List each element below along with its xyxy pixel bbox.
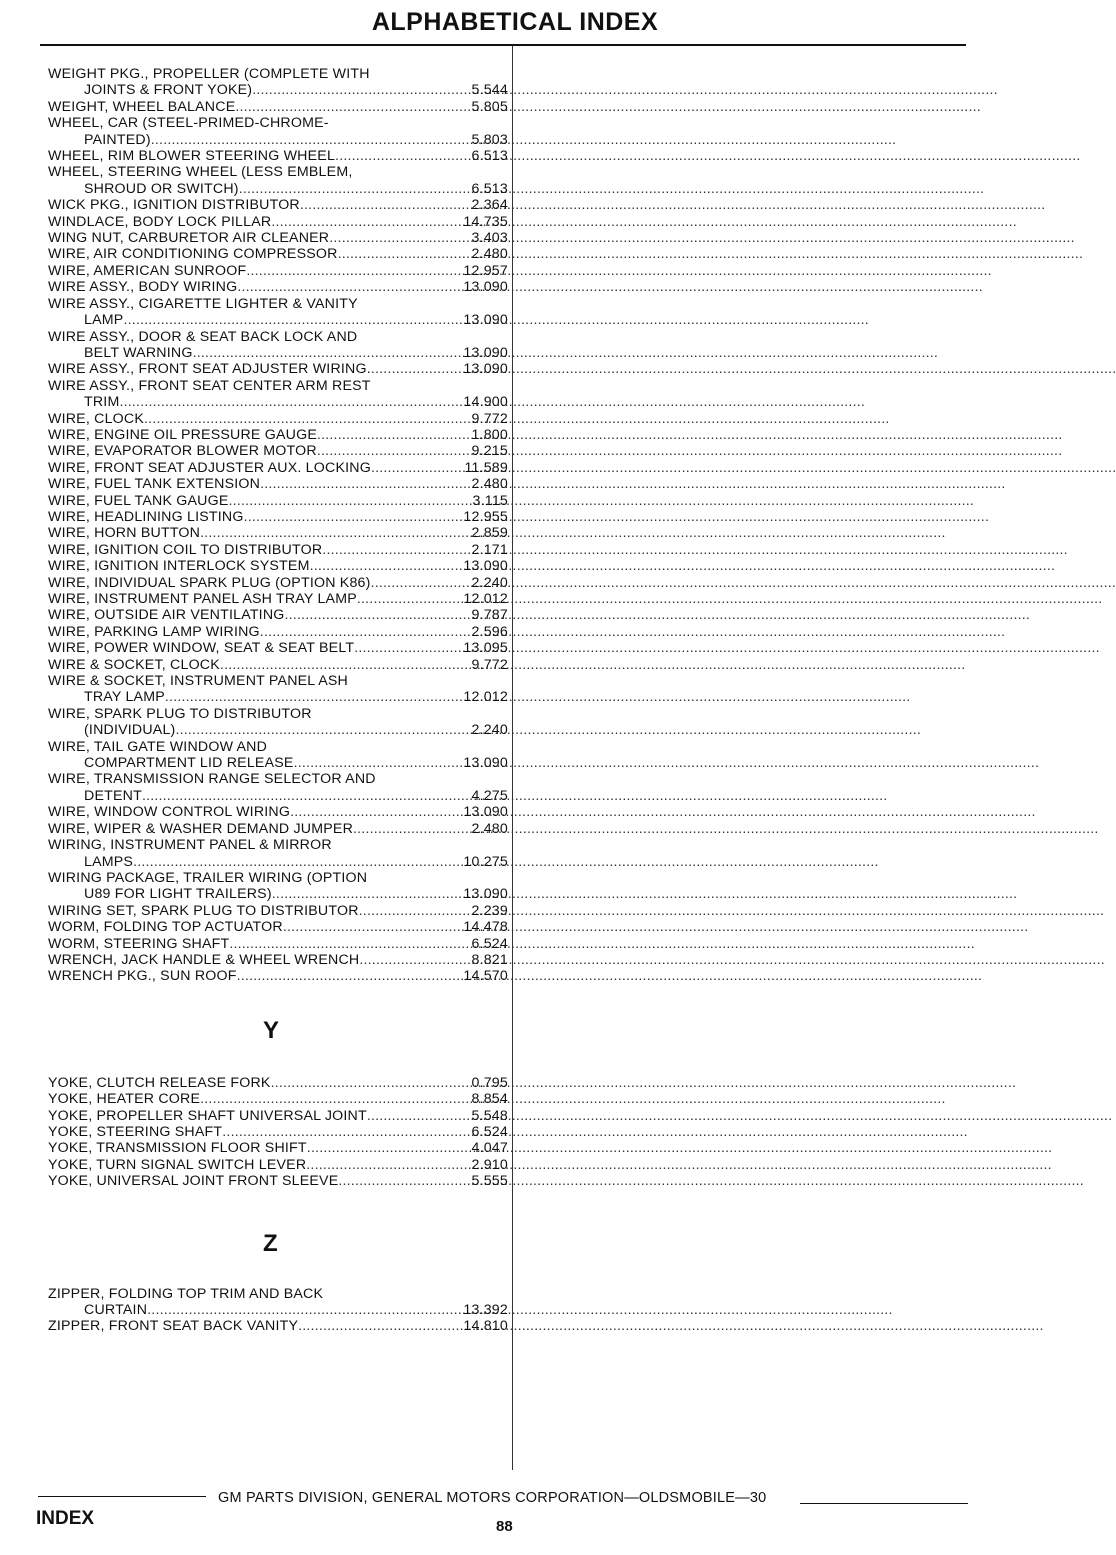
entry-description: TRIM bbox=[84, 394, 120, 411]
entry-description: WIRING PACKAGE, TRAILER WIRING (OPTION bbox=[48, 869, 368, 886]
dot-leader bbox=[220, 657, 966, 673]
dot-leader bbox=[237, 968, 983, 984]
entry-description: WIRE, INSTRUMENT PANEL ASH TRAY LAMP bbox=[48, 591, 357, 607]
entry-description: WHEEL, RIM BLOWER STEERING WHEEL bbox=[48, 148, 336, 165]
entry-reference: 13.090 bbox=[463, 886, 508, 903]
dot-leader bbox=[165, 689, 911, 705]
dot-leader bbox=[260, 624, 1006, 640]
index-entry bbox=[48, 279, 508, 295]
entry-description: LAMPS bbox=[84, 853, 134, 870]
entry-reference: 13.392 bbox=[463, 1302, 508, 1318]
entry-reference: 5.803 bbox=[471, 131, 508, 148]
entry-description: WIRE ASSY., CIGARETTE LIGHTER & VANITY bbox=[48, 295, 358, 312]
index-entry bbox=[48, 230, 508, 246]
entry-description: WIRE, FUEL TANK GAUGE bbox=[48, 492, 229, 509]
index-entry bbox=[48, 771, 508, 804]
page-number: 88 bbox=[496, 1518, 513, 1535]
index-entry bbox=[48, 1173, 508, 1189]
entry-reference: 13.090 bbox=[463, 804, 508, 821]
entry-reference: 2.910 bbox=[471, 1156, 508, 1173]
entry-description: (INDIVIDUAL) bbox=[84, 722, 176, 739]
footer-rule-right bbox=[800, 1503, 968, 1504]
dot-leader bbox=[239, 181, 985, 197]
index-entry bbox=[48, 1124, 508, 1140]
entry-reference: 13.090 bbox=[463, 344, 508, 361]
dot-leader bbox=[244, 509, 990, 525]
index-entry bbox=[48, 1286, 508, 1319]
entry-description: YOKE, TURN SIGNAL SWITCH LEVER bbox=[48, 1156, 307, 1173]
index-entry bbox=[48, 1157, 508, 1173]
entry-reference: 2.240 bbox=[471, 574, 508, 591]
dot-leader bbox=[246, 263, 992, 279]
entry-reference: 2.859 bbox=[471, 525, 508, 542]
entry-reference: 6.524 bbox=[471, 935, 508, 952]
entry-reference: 5.544 bbox=[471, 82, 508, 99]
dot-leader bbox=[193, 345, 939, 361]
dot-leader bbox=[271, 1075, 1017, 1091]
index-entry bbox=[48, 66, 508, 99]
index-entry bbox=[48, 804, 508, 820]
index-entry bbox=[48, 263, 508, 279]
index-entry bbox=[48, 657, 508, 673]
entry-reference: 9.772 bbox=[471, 410, 508, 427]
entry-reference: 2.240 bbox=[471, 722, 508, 739]
dot-leader bbox=[142, 788, 888, 804]
entry-description: JOINTS & FRONT YOKE) bbox=[84, 82, 253, 99]
entry-reference: 8.821 bbox=[471, 951, 508, 968]
entry-description: TRAY LAMP bbox=[84, 689, 165, 706]
index-entry bbox=[48, 673, 508, 706]
index-entry bbox=[48, 1091, 508, 1107]
entry-description: WIRE, PARKING LAMP WIRING bbox=[48, 623, 260, 640]
entry-description: WIRE, POWER WINDOW, SEAT & SEAT BELT bbox=[48, 640, 355, 657]
entry-reference: 13.090 bbox=[463, 312, 508, 329]
dot-leader bbox=[300, 197, 1046, 213]
entry-description: BELT WARNING bbox=[84, 344, 193, 361]
entry-description: COMPARTMENT LID RELEASE bbox=[84, 755, 294, 772]
index-entry bbox=[48, 443, 508, 459]
entry-description: WIRE, SPARK PLUG TO DISTRIBUTOR bbox=[48, 705, 312, 722]
entry-description: WIRE, AMERICAN SUNROOF bbox=[48, 262, 247, 279]
index-entry bbox=[48, 1140, 508, 1156]
entry-description: WEIGHT, WHEEL BALANCE bbox=[48, 98, 236, 115]
entry-description: WIRE, INDIVIDUAL SPARK PLUG (OPTION K86) bbox=[48, 574, 371, 591]
entry-reference: 3.115 bbox=[472, 492, 508, 509]
index-entry bbox=[48, 525, 508, 541]
entry-reference: 13.090 bbox=[463, 558, 508, 575]
entry-reference: 5.805 bbox=[471, 98, 508, 115]
entry-description: PAINTED) bbox=[84, 131, 151, 148]
entry-description: WING NUT, CARBURETOR AIR CLEANER bbox=[48, 230, 330, 247]
entry-description: YOKE, CLUTCH RELEASE FORK bbox=[48, 1074, 271, 1091]
entry-description: WIRE ASSY., BODY WIRING bbox=[48, 279, 238, 296]
dot-leader bbox=[306, 1157, 1052, 1173]
entry-description: WORM, STEERING SHAFT bbox=[48, 935, 230, 952]
entry-description: SHROUD OR SWITCH) bbox=[84, 180, 239, 197]
index-entry bbox=[48, 903, 508, 919]
page-title: ALPHABETICAL INDEX bbox=[371, 8, 659, 36]
entry-reference: 13.090 bbox=[463, 755, 508, 772]
entry-reference: 11.589 bbox=[464, 459, 508, 476]
index-entry bbox=[48, 952, 508, 968]
entry-description: DETENT bbox=[84, 787, 142, 804]
entry-reference: 14.478 bbox=[463, 919, 508, 936]
entry-description: WIRE ASSY., FRONT SEAT CENTER ARM REST bbox=[48, 377, 371, 394]
dot-leader bbox=[147, 1302, 893, 1318]
index-entry bbox=[48, 246, 508, 262]
entry-description: WIRE ASSY., FRONT SEAT ADJUSTER WIRING. bbox=[48, 361, 371, 378]
entry-description: ZIPPER, FOLDING TOP TRIM AND BACK bbox=[48, 1285, 324, 1302]
entry-description: WIRE, IGNITION INTERLOCK SYSTEM bbox=[48, 558, 310, 575]
entry-reference: 2.480 bbox=[471, 246, 508, 263]
entry-description: CURTAIN bbox=[84, 1302, 148, 1318]
entry-reference: 2.239 bbox=[471, 902, 508, 919]
dot-leader bbox=[260, 476, 1006, 492]
dot-leader bbox=[151, 132, 897, 148]
entry-description: WIRE & SOCKET, CLOCK bbox=[48, 656, 220, 673]
entry-description: WHEEL, STEERING WHEEL (LESS EMBLEM, bbox=[48, 164, 353, 181]
entry-description: WIRE, TAIL GATE WINDOW AND bbox=[48, 738, 268, 755]
entry-reference: 4.047 bbox=[471, 1140, 508, 1157]
section-letter-z: Z bbox=[263, 1229, 278, 1257]
entry-reference: 14.735 bbox=[463, 213, 508, 230]
entry-reference: 1.800 bbox=[471, 426, 508, 443]
index-entry bbox=[48, 1108, 508, 1124]
entry-reference: 5.555 bbox=[471, 1173, 508, 1190]
dot-leader bbox=[298, 1318, 1044, 1334]
index-entry bbox=[48, 591, 508, 607]
entry-description: WIRE & SOCKET, INSTRUMENT PANEL ASH bbox=[48, 673, 348, 690]
entry-reference: 14.810 bbox=[463, 1318, 508, 1335]
index-entry bbox=[48, 296, 508, 329]
dot-leader bbox=[294, 755, 1040, 771]
entry-reference: 12.012 bbox=[463, 591, 508, 607]
index-entry bbox=[48, 821, 508, 837]
entry-description: LAMP bbox=[84, 312, 124, 329]
entry-reference: 2.480 bbox=[471, 476, 508, 493]
entry-reference: 10.275 bbox=[463, 853, 508, 870]
entry-description: ZIPPER, FRONT SEAT BACK VANITY bbox=[48, 1318, 299, 1335]
index-entry bbox=[48, 115, 508, 148]
index-entry bbox=[48, 936, 508, 952]
entry-reference: 12.957 bbox=[463, 262, 508, 279]
entry-reference: 13.095 bbox=[463, 640, 508, 657]
dot-leader bbox=[290, 804, 1036, 820]
entry-reference: 13.090 bbox=[463, 361, 508, 378]
entry-description: YOKE, PROPELLER SHAFT UNIVERSAL JOINT bbox=[48, 1107, 367, 1124]
index-entry bbox=[48, 706, 508, 739]
index-entry bbox=[48, 558, 508, 574]
entry-reference: 9.772 bbox=[471, 656, 508, 673]
entry-description: WIRE, HORN BUTTON bbox=[48, 525, 201, 542]
index-entry bbox=[48, 197, 508, 213]
index-entry bbox=[48, 329, 508, 362]
index-entry bbox=[48, 460, 508, 476]
footer-publisher: GM PARTS DIVISION, GENERAL MOTORS CORPORATION—OLDSMOBILE—30 bbox=[218, 1490, 767, 1506]
dot-leader bbox=[237, 279, 983, 295]
entry-description: WIRING, INSTRUMENT PANEL & MIRROR bbox=[48, 837, 332, 854]
index-entry bbox=[48, 640, 508, 656]
index-entry bbox=[48, 968, 508, 984]
index-entry bbox=[48, 509, 508, 525]
footer-rule-left bbox=[38, 1496, 206, 1497]
index-entry bbox=[48, 411, 508, 427]
entry-description: U89 FOR LIGHT TRAILERS) bbox=[84, 886, 272, 903]
dot-leader bbox=[200, 525, 946, 541]
dot-leader bbox=[307, 1140, 1053, 1156]
entry-description: WORM, FOLDING TOP ACTUATOR bbox=[48, 919, 283, 936]
index-entry bbox=[48, 378, 508, 411]
index-entry bbox=[48, 427, 508, 443]
entry-description: WHEEL, CAR (STEEL-PRIMED-CHROME- bbox=[48, 115, 329, 132]
entry-description: YOKE, HEATER CORE bbox=[48, 1091, 201, 1108]
dot-leader bbox=[229, 493, 975, 509]
index-entry bbox=[48, 1318, 508, 1334]
entry-reference: 5.548 bbox=[471, 1107, 508, 1124]
dot-leader bbox=[283, 919, 1029, 935]
title-rule bbox=[40, 44, 966, 46]
entry-description: WIRE, WINDOW CONTROL WIRING bbox=[48, 804, 291, 821]
entry-reference: 4.275 bbox=[471, 787, 508, 804]
dot-leader bbox=[272, 886, 1018, 902]
index-entry bbox=[48, 1075, 508, 1091]
entry-reference: 2.596 bbox=[471, 623, 508, 640]
entry-description: WEIGHT PKG., PROPELLER (COMPLETE WITH bbox=[48, 66, 370, 82]
index-entry bbox=[48, 739, 508, 772]
entry-reference: 9.787 bbox=[471, 607, 508, 624]
index-entry bbox=[48, 214, 508, 230]
entry-reference: 2.480 bbox=[471, 820, 508, 837]
dot-leader bbox=[285, 607, 1031, 623]
entry-description: WIRE, CLOCK bbox=[48, 410, 145, 427]
dot-leader bbox=[229, 936, 975, 952]
entry-description: YOKE, STEERING SHAFT bbox=[48, 1123, 223, 1140]
index-entry bbox=[48, 624, 508, 640]
dot-leader bbox=[222, 1124, 968, 1140]
dot-leader bbox=[175, 722, 921, 738]
index-column bbox=[48, 66, 508, 1335]
entry-description: WRENCH PKG., SUN ROOF bbox=[48, 968, 237, 985]
entry-description: WIRE, WIPER & WASHER DEMAND JUMPER bbox=[48, 820, 354, 837]
entry-reference: 13.090 bbox=[463, 279, 508, 296]
index-entry bbox=[48, 361, 508, 377]
entry-reference: 2.364 bbox=[471, 197, 508, 214]
index-entry bbox=[48, 476, 508, 492]
index-entry bbox=[48, 164, 508, 197]
entry-description: WIRE, OUTSIDE AIR VENTILATING bbox=[48, 607, 285, 624]
index-entry bbox=[48, 607, 508, 623]
index-entry bbox=[48, 919, 508, 935]
dot-leader bbox=[144, 411, 890, 427]
entry-reference: 12.012 bbox=[463, 689, 508, 706]
entry-reference: 6.513 bbox=[471, 148, 508, 165]
entry-reference: 2.171 bbox=[471, 541, 508, 558]
entry-description: WIRE, IGNITION COIL TO DISTRIBUTOR bbox=[48, 541, 323, 558]
index-entry bbox=[48, 493, 508, 509]
index-entry bbox=[48, 837, 508, 870]
dot-leader bbox=[271, 214, 1017, 230]
index-entry bbox=[48, 575, 508, 591]
dot-leader bbox=[200, 1091, 946, 1107]
entry-reference: 12.955 bbox=[463, 508, 508, 525]
entry-description: WICK PKG., IGNITION DISTRIBUTOR bbox=[48, 197, 300, 214]
entry-description: WIRE, EVAPORATOR BLOWER MOTOR bbox=[48, 443, 317, 460]
entry-description: WIRE, HEADLINING LISTING bbox=[48, 508, 244, 525]
entry-description: WIRE, FRONT SEAT ADJUSTER AUX. LOCKING bbox=[48, 459, 371, 476]
section-letter-y: Y bbox=[263, 1016, 280, 1044]
entry-reference: 14.900 bbox=[463, 394, 508, 411]
entry-reference: 6.524 bbox=[471, 1123, 508, 1140]
entry-reference: 14.570 bbox=[463, 968, 508, 985]
entry-description: WIRING SET, SPARK PLUG TO DISTRIBUTOR bbox=[48, 902, 359, 919]
entry-description: WINDLACE, BODY LOCK PILLAR bbox=[48, 213, 272, 230]
entry-reference: 9.215 bbox=[471, 443, 508, 460]
entry-reference: 3.403 bbox=[471, 230, 508, 247]
index-entry bbox=[48, 542, 508, 558]
dot-leader bbox=[252, 82, 998, 98]
entry-description: WIRE, TRANSMISSION RANGE SELECTOR AND bbox=[48, 771, 376, 788]
entry-reference: 6.513 bbox=[471, 180, 508, 197]
footer-section-label: INDEX bbox=[36, 1508, 95, 1529]
entry-reference: 8.854 bbox=[471, 1091, 508, 1108]
entry-description: YOKE, UNIVERSAL JOINT FRONT SLEEVE bbox=[48, 1173, 339, 1190]
index-entry bbox=[48, 148, 508, 164]
entry-description: WIRE ASSY., DOOR & SEAT BACK LOCK AND bbox=[48, 328, 358, 345]
dot-leader bbox=[235, 99, 981, 115]
index-entry bbox=[48, 99, 508, 115]
entry-description: WRENCH, JACK HANDLE & WHEEL WRENCH bbox=[48, 951, 360, 968]
entry-description: WIRE, FUEL TANK EXTENSION bbox=[48, 476, 261, 493]
index-entry bbox=[48, 870, 508, 903]
dot-leader bbox=[310, 558, 1056, 574]
entry-description: WIRE, ENGINE OIL PRESSURE GAUGE bbox=[48, 426, 317, 443]
entry-description: YOKE, TRANSMISSION FLOOR SHIFT bbox=[48, 1140, 307, 1157]
entry-description: WIRE, AIR CONDITIONING COMPRESSOR bbox=[48, 246, 338, 263]
entry-reference: 0.795 bbox=[471, 1074, 508, 1091]
